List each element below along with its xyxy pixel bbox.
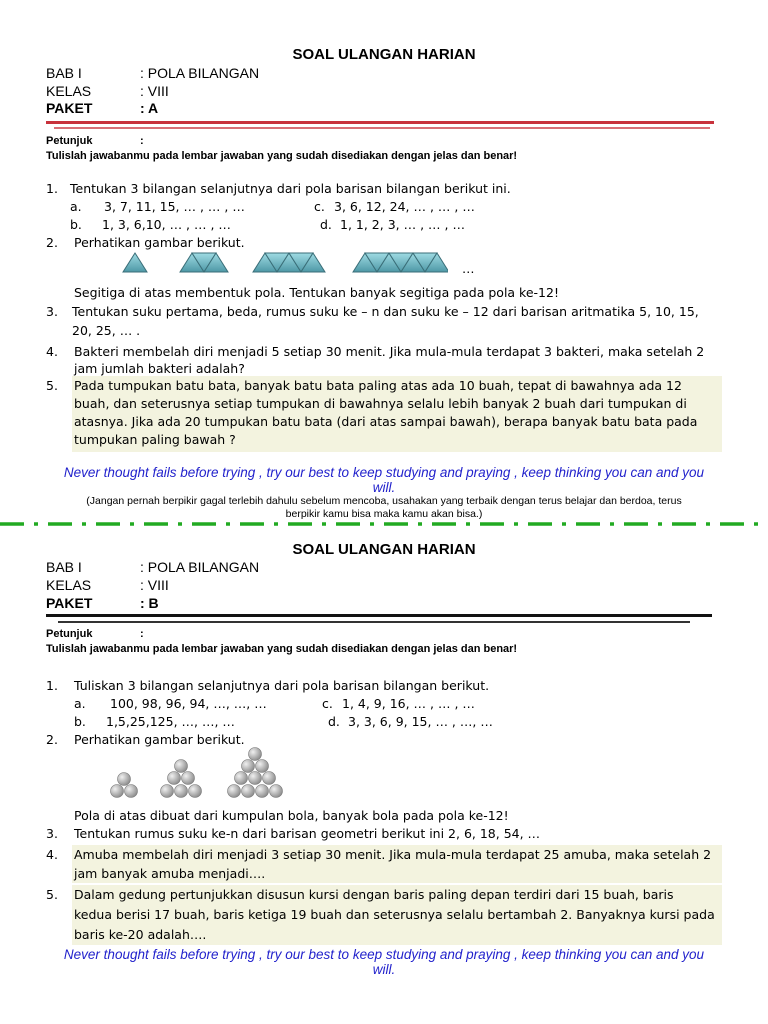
triangle-pattern-1	[123, 253, 147, 272]
q1-d-a: 1, 1, 2, 3, … , … , …	[340, 217, 465, 232]
bab-label-a: BAB I	[46, 65, 82, 81]
q1-b-a: 1, 3, 6,10, … , … , …	[102, 217, 231, 232]
q5-line2-a: buah, dan seterusnya setiap tumpukan di bawahnya selalu lebih banyak 2 buah dari tumpukan di	[74, 396, 687, 411]
ball-pattern-1	[111, 773, 138, 798]
q1-number-b: 1.	[46, 678, 58, 693]
q1-b-label-b: b.	[74, 714, 86, 729]
bab-label-b: BAB I	[46, 559, 82, 575]
triangle-pattern-figure	[118, 250, 448, 276]
q1-d-label-a: d.	[320, 217, 332, 232]
motto-line2-b: will.	[372, 962, 396, 977]
q4-line1-b: Amuba membelah diri menjadi 3 setiap 30 menit. Jika mula-mula terdapat 25 amuba, maka setelah 2	[74, 847, 712, 862]
q5-line1-b: Dalam gedung pertunjukkan disusun kursi dengan baris paling depan terdiri dari 15 buah, baris	[74, 887, 674, 902]
header-rule-b-thin	[58, 621, 690, 623]
q4-line1-a: Bakteri membelah diri menjadi 5 setiap 30 menit. Jika mula-mula terdapat 3 bakteri, maka setelah 2	[74, 344, 705, 359]
triangle-pattern-4	[353, 253, 448, 272]
cut-line-separator	[0, 521, 768, 527]
q2-text-b: Perhatikan gambar berikut.	[74, 732, 245, 747]
triangle-pattern-3	[253, 253, 325, 272]
q5-line4-a: tumpukan paling bawah ?	[74, 432, 236, 447]
q2-ellipsis-a: …	[462, 261, 475, 276]
q5-number-a: 5.	[46, 378, 58, 393]
q1-b-label-a: b.	[70, 217, 82, 232]
q1-d-label-b: d.	[328, 714, 340, 729]
q4-line2-b: jam banyak amuba menjadi….	[74, 866, 266, 881]
q1-d-b: 3, 3, 6, 9, 15, … , …, …	[348, 714, 493, 729]
note-line1-a: (Jangan pernah berpikir gagal terlebih dahulu sebelum mencoba, usahakan yang terbaik dengan terus belajar dan berdoa, terus	[86, 495, 682, 507]
q1-b-b: 1,5,25,125, …, …, …	[106, 714, 235, 729]
q1-a-label-b: a.	[74, 696, 86, 711]
q1-number-a: 1.	[46, 181, 58, 196]
ball-pattern-2	[161, 760, 202, 798]
q2-caption-b: Pola di atas dibuat dari kumpulan bola, banyak bola pada pola ke-12!	[74, 808, 509, 823]
petunjuk-colon-a: :	[140, 135, 144, 147]
header-rule-a	[46, 121, 714, 124]
note-line2-a: berpikir kamu bisa maka kamu akan bisa.)	[285, 508, 483, 520]
paket-label-a: PAKET	[46, 100, 93, 116]
q1-text-b: Tuliskan 3 bilangan selanjutnya dari pola barisan bilangan berikut.	[74, 678, 490, 693]
q1-a-a: 3, 7, 11, 15, … , … , …	[104, 199, 245, 214]
q5-line3-b: baris ke-20 adalah….	[74, 927, 207, 942]
q3-text-b: Tentukan rumus suku ke-n dari barisan geometri berikut ini 2, 6, 18, 54, …	[74, 826, 541, 841]
page-title-b: SOAL ULANGAN HARIAN	[292, 541, 476, 558]
instruction-b: Tulislah jawabanmu pada lembar jawaban yang sudah disediakan dengan jelas dan benar!	[46, 643, 518, 655]
instruction-a: Tulislah jawabanmu pada lembar jawaban yang sudah disediakan dengan jelas dan benar!	[46, 150, 518, 162]
petunjuk-colon-b: :	[140, 628, 144, 640]
q2-number-a: 2.	[46, 235, 58, 250]
q3-number-b: 3.	[46, 826, 58, 841]
kelas-label-a: KELAS	[46, 83, 92, 99]
petunjuk-label-b: Petunjuk	[46, 628, 93, 640]
q3-number-a: 3.	[46, 304, 58, 319]
bab-value-a: : POLA BILANGAN	[140, 65, 260, 81]
bab-value-b: : POLA BILANGAN	[140, 559, 260, 575]
kelas-label-b: KELAS	[46, 577, 92, 593]
petunjuk-label-a: Petunjuk	[46, 135, 93, 147]
kelas-value-a: : VIII	[140, 83, 169, 99]
q5-line2-b: kedua berisi 17 buah, baris ketiga 19 buah dan seterusnya selalu bertambah 2. Banyaknya kursi pada	[74, 907, 715, 922]
q1-c-b: 1, 4, 9, 16, … , … , …	[342, 696, 475, 711]
q1-text-a: Tentukan 3 bilangan selanjutnya dari pola barisan bilangan berikut ini.	[70, 181, 511, 196]
q2-caption-a: Segitiga di atas membentuk pola. Tentukan banyak segitiga pada pola ke-12!	[74, 285, 559, 300]
motto-line2-a: will.	[372, 480, 396, 495]
q5-number-b: 5.	[46, 887, 58, 902]
q4-number-a: 4.	[46, 344, 58, 359]
q1-c-a: 3, 6, 12, 24, … , … , …	[334, 199, 475, 214]
page-title-a: SOAL ULANGAN HARIAN	[292, 46, 476, 63]
motto-line1-b: Never thought fails before trying , try our best to keep studying and praying , keep thinking you can and you	[63, 947, 705, 962]
q5-line3-a: atasnya. Jika ada 20 tumpukan batu bata (dari atas sampai bawah), berapa banyak batu bata pada	[74, 414, 698, 429]
motto-line1-a: Never thought fails before trying , try our best to keep studying and praying , keep thinking you can and you	[63, 465, 705, 480]
q1-c-label-a: c.	[314, 199, 325, 214]
paket-value-b: : B	[140, 595, 159, 611]
q4-number-b: 4.	[46, 847, 58, 862]
kelas-value-b: : VIII	[140, 577, 169, 593]
q4-line2-a: jam jumlah bakteri adalah?	[74, 361, 245, 376]
header-rule-a-thin	[54, 127, 710, 129]
q1-a-b: 100, 98, 96, 94, …, …, …	[110, 696, 267, 711]
q3-line1-a: Tentukan suku pertama, beda, rumus suku ke – n dan suku ke – 12 dari barisan aritmatika 5, 10, 15,	[72, 304, 699, 319]
q2-number-b: 2.	[46, 732, 58, 747]
paket-label-b: PAKET	[46, 595, 93, 611]
ball-pattern-figure	[100, 746, 300, 804]
q1-a-label-a: a.	[70, 199, 82, 214]
q5-line1-a: Pada tumpukan batu bata, banyak batu bata paling atas ada 10 buah, tepat di bawahnya ada 12	[74, 378, 682, 393]
q1-c-label-b: c.	[322, 696, 333, 711]
q2-text-a: Perhatikan gambar berikut.	[74, 235, 245, 250]
triangle-pattern-2	[180, 253, 228, 272]
header-rule-b	[46, 614, 712, 617]
q3-line2-a: 20, 25, … .	[72, 323, 141, 338]
ball-pattern-3	[228, 748, 283, 798]
paket-value-a: : A	[140, 100, 159, 116]
